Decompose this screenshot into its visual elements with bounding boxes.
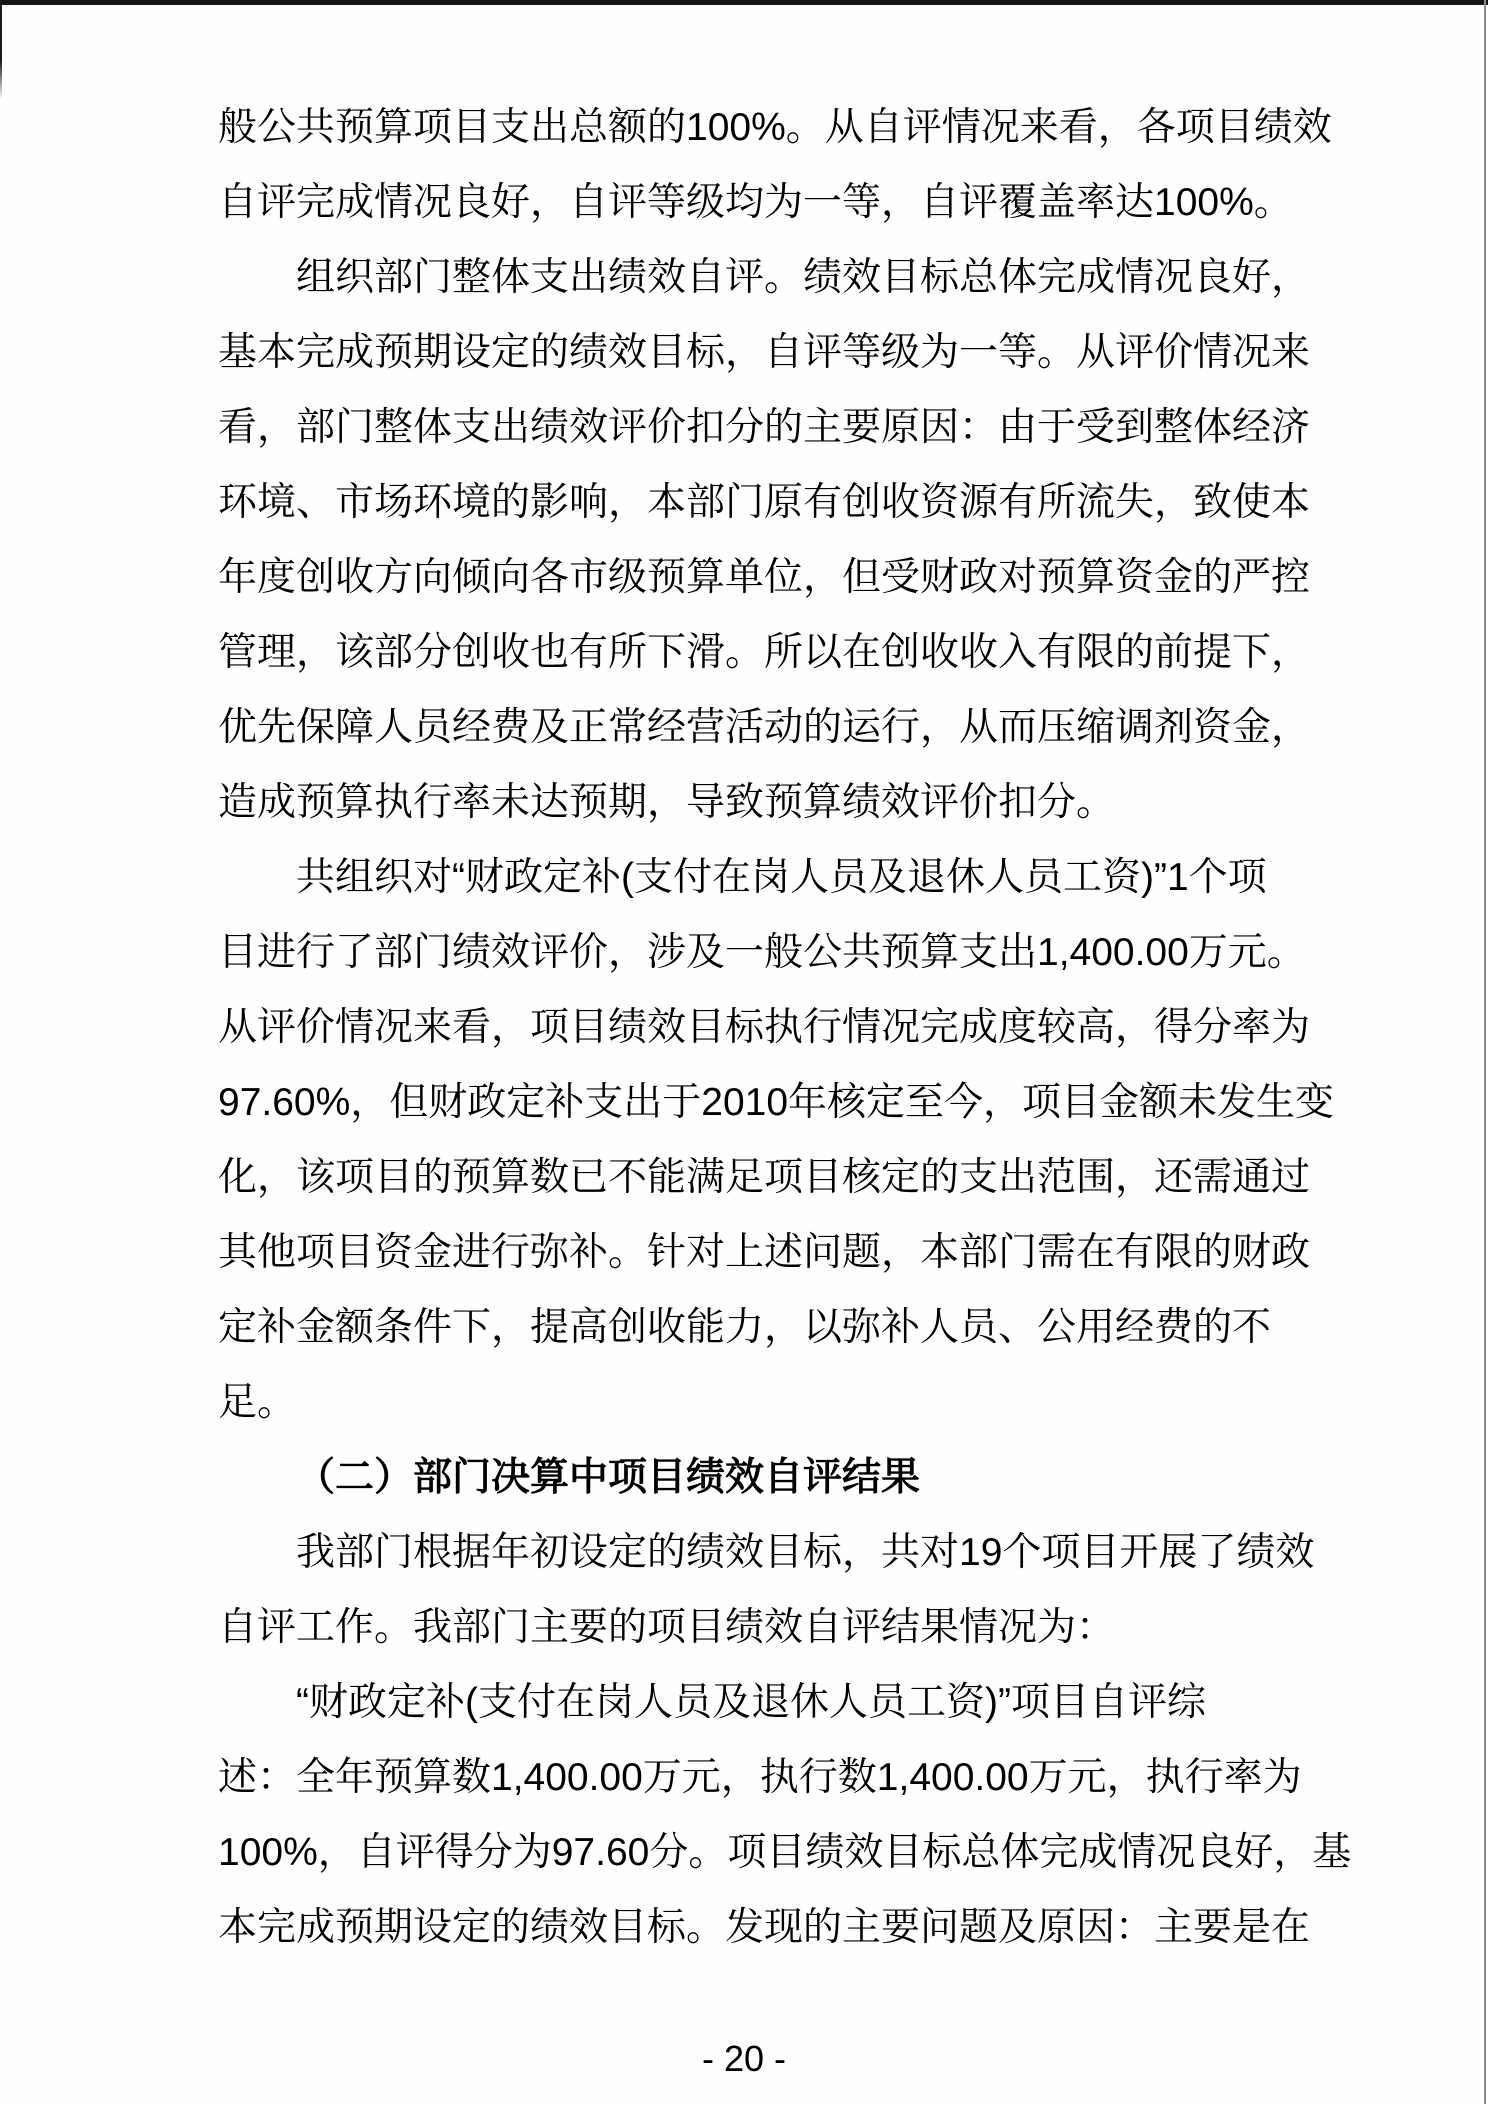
scan-artifact-right-edge (1484, 0, 1486, 2104)
text-line: 管理，该部分创收也有所下滑。所以在创收收入有限的前提下， (218, 631, 1311, 674)
text-line: 共组织对“财政定补(支付在岗人员及退休人员工资)”1个项 (296, 856, 1267, 899)
text-block (218, 90, 1352, 1965)
text-line: 看，部门整体支出绩效评价扣分的主要原因：由于受到整体经济 (218, 406, 1311, 449)
text-line: 述：全年预算数1,400.00万元，执行数1,400.00万元，执行率为 (218, 1756, 1302, 1799)
text-line: 从评价情况来看，项目绩效目标执行情况完成度较高，得分率为 (218, 1006, 1311, 1049)
text-line: 其他项目资金进行弥补。针对上述问题，本部门需在有限的财政 (218, 1231, 1311, 1274)
text-line: 基本完成预期设定的绩效目标，自评等级为一等。从评价情况来 (218, 331, 1311, 374)
text-line: 组织部门整体支出绩效自评。绩效目标总体完成情况良好， (296, 256, 1311, 299)
text-line: 自评工作。我部门主要的项目绩效自评结果情况为： (218, 1606, 1116, 1649)
text-line: 97.60%，但财政定补支出于2010年核定至今，项目金额未发生变 (218, 1081, 1335, 1124)
text-line: 自评完成情况良好，自评等级均为一等，自评覆盖率达100%。 (218, 181, 1293, 224)
text-line: 我部门根据年初设定的绩效目标，共对19个项目开展了绩效 (296, 1531, 1315, 1574)
text-line: 年度创收方向倾向各市级预算单位，但受财政对预算资金的严控 (218, 556, 1311, 599)
text-line: 目进行了部门绩效评价，涉及一般公共预算支出1,400.00万元。 (218, 931, 1306, 974)
section-heading: （二）部门决算中项目绩效自评结果 (296, 1456, 921, 1499)
text-line: 环境、市场环境的影响，本部门原有创收资源有所流失，致使本 (218, 481, 1311, 524)
text-line: 化，该项目的预算数已不能满足项目核定的支出范围，还需通过 (218, 1156, 1311, 1199)
text-line: 100%，自评得分为97.60分。项目绩效目标总体完成情况良好，基 (218, 1831, 1352, 1874)
text-line: “财政定补(支付在岗人员及退休人员工资)”项目自评综 (296, 1681, 1206, 1724)
text-line: 优先保障人员经费及正常经营活动的运行，从而压缩调剂资金， (218, 706, 1311, 749)
text-line: 造成预算执行率未达预期，导致预算绩效评价扣分。 (218, 781, 1116, 824)
text-line: 足。 (218, 1381, 297, 1424)
scan-artifact-top-bar (0, 0, 1488, 5)
text-line: 般公共预算项目支出总额的100%。从自评情况来看，各项目绩效 (218, 106, 1332, 149)
scan-artifact-left-edge (0, 0, 2, 100)
text-line: 本完成预期设定的绩效目标。发现的主要问题及原因：主要是在 (218, 1906, 1311, 1949)
text-line: 定补金额条件下，提高创收能力，以弥补人员、公用经费的不 (218, 1306, 1272, 1349)
page-number: - 20 - (701, 2038, 787, 2079)
